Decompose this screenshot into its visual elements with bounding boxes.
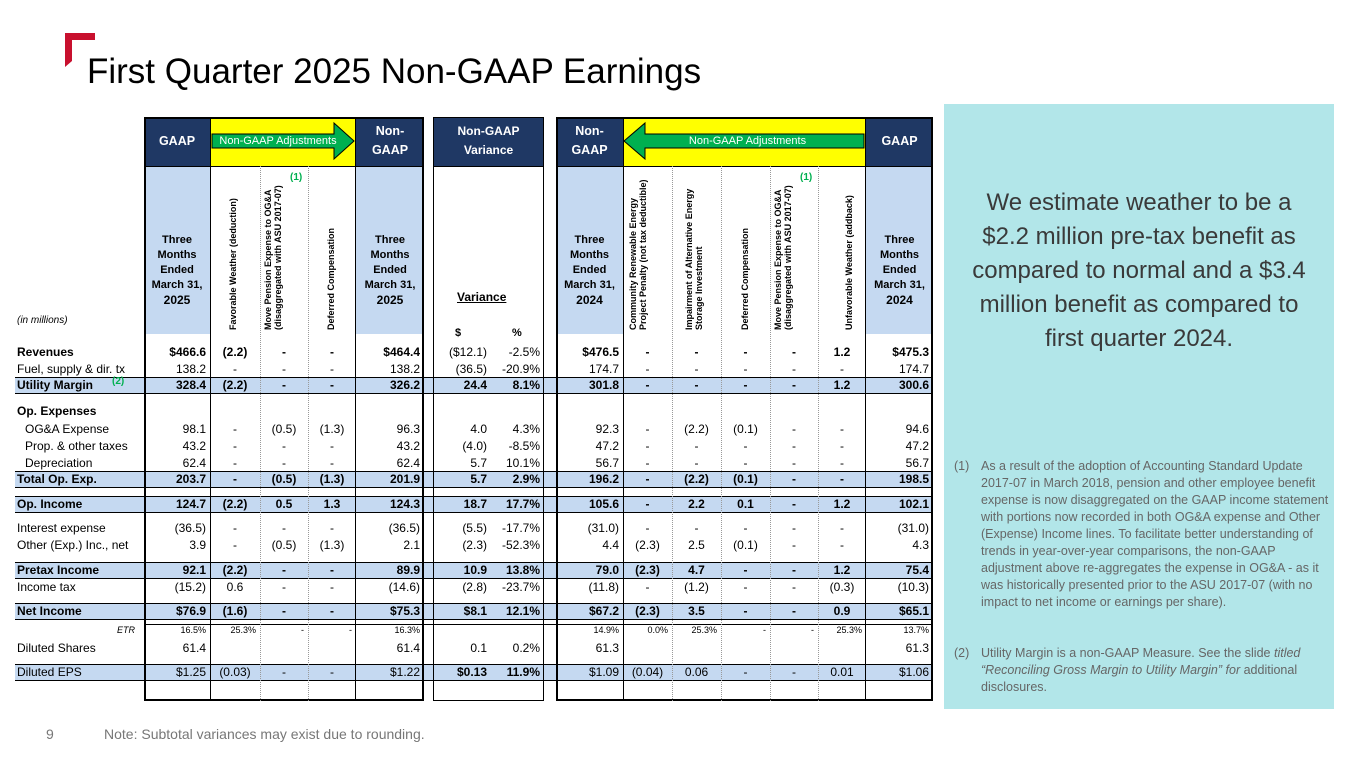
table-cell: - <box>645 521 650 535</box>
table-cell: - <box>645 472 650 486</box>
table-cell: (14.6) <box>388 580 420 594</box>
table-cell: - <box>840 521 844 535</box>
table-cell: - <box>811 625 814 635</box>
table-cell: 124.3 <box>389 497 420 511</box>
table-cell: 0.2% <box>512 641 540 655</box>
variance-header: Non-GAAP Variance <box>457 124 520 157</box>
table-cell: - <box>743 563 748 577</box>
table-cell: - <box>330 665 334 679</box>
table-cell: 8.1% <box>512 378 540 392</box>
table-cell: - <box>743 521 748 535</box>
table-cell <box>491 622 544 639</box>
table-cell: - <box>645 378 650 392</box>
table-cell: -52.3% <box>501 538 540 552</box>
table-cell: (2.2) <box>222 563 248 577</box>
row-label: Total Op. Exp. <box>17 472 97 486</box>
table-cell: 0.1 <box>737 497 754 511</box>
table-cell: - <box>840 422 844 436</box>
table-cell: (0.1) <box>733 538 758 552</box>
col-divider <box>818 166 819 701</box>
table-cell: (2.2) <box>222 497 248 511</box>
table-cell: 4.4 <box>602 538 619 552</box>
table-cell: - <box>330 521 334 535</box>
table-cell: 198.5 <box>898 472 929 486</box>
table-cell: 174.7 <box>898 362 929 376</box>
footnote-1-number: (1) <box>954 459 970 473</box>
table-cell: (2.2) <box>222 378 248 392</box>
col-divider <box>721 166 722 701</box>
table-cell <box>818 640 866 657</box>
table-cell: - <box>282 362 286 376</box>
table-cell: (2.3) <box>635 563 660 577</box>
table-cell: (2.8) <box>462 580 487 594</box>
table-cell: $65.1 <box>898 604 929 618</box>
table-cell: 1.3 <box>323 497 341 511</box>
table-cell: 201.9 <box>389 472 420 486</box>
weather-estimate-text: We estimate weather to be a $2.2 million pre-tax benefit as compared to normal and a $3.4 million benefit as compared to first quarter 2024. <box>972 189 1306 352</box>
table-cell: - <box>282 604 286 618</box>
table-cell: - <box>743 665 748 679</box>
row-label: Revenues <box>17 345 74 359</box>
table-cell: 138.2 <box>175 362 206 376</box>
table-cell: (36.5) <box>388 521 420 535</box>
table-cell: 25.3% <box>836 625 862 635</box>
table-cell: 56.7 <box>595 456 619 470</box>
table-cell: $75.3 <box>389 604 420 618</box>
table-cell: - <box>645 439 650 453</box>
table-cell: - <box>330 345 334 359</box>
table-cell: - <box>233 538 237 552</box>
table-cell: - <box>233 422 237 436</box>
row-label: Pretax Income <box>17 563 100 577</box>
table-cell <box>770 640 818 657</box>
table-cell: (1.3) <box>319 538 345 552</box>
table-cell: - <box>645 345 650 359</box>
table-cell: 0.6 <box>226 580 244 594</box>
gaap-2025-period: Three Months Ended March 31, 2025 <box>151 234 203 307</box>
table-cell: -20.9% <box>501 362 540 376</box>
table-cell: (2.3) <box>462 538 487 552</box>
table-cell: - <box>792 538 796 552</box>
table-cell: 4.0 <box>470 422 487 436</box>
table-cell: - <box>330 604 334 618</box>
table-cell <box>721 640 770 657</box>
row-label: Diluted Shares <box>17 641 96 655</box>
table-cell: - <box>840 362 844 376</box>
table-cell: - <box>330 378 334 392</box>
table-cell: - <box>233 456 237 470</box>
adjustments-2025-label: Non-GAAP Adjustments <box>219 135 337 147</box>
table-cell: 94.6 <box>905 422 929 436</box>
adj-2025-pension-header: Move Pension Expense to OG&A (disaggregated with ASU 2017-07) <box>263 185 283 330</box>
table-cell: $476.5 <box>582 345 619 359</box>
table-cell: - <box>282 665 286 679</box>
table-cell: 92.3 <box>595 422 619 436</box>
table-cell: - <box>330 563 334 577</box>
non-gaap-2025-header: Non-GAAP <box>371 124 409 157</box>
table-cell: - <box>840 456 844 470</box>
variance-percent-label: % <box>512 327 522 339</box>
table-cell: (15.2) <box>174 580 206 594</box>
table-cell: 102.1 <box>898 497 929 511</box>
table-cell: - <box>282 580 286 594</box>
table-cell: 326.2 <box>389 378 420 392</box>
table-cell: 98.1 <box>182 422 206 436</box>
row-label: Interest expense <box>17 521 106 535</box>
table-cell: (0.04) <box>631 665 664 679</box>
table-cell: - <box>694 439 699 453</box>
table-cell: 4.7 <box>688 563 705 577</box>
table-cell: 96.3 <box>396 422 420 436</box>
table-cell: 14.9% <box>593 625 619 635</box>
table-cell: 0.9 <box>833 604 851 618</box>
table-cell: (1.3) <box>319 422 345 436</box>
variance-label: Variance <box>457 290 507 304</box>
table-cell: 0.06 <box>684 665 709 679</box>
table-cell: 61.3 <box>595 641 619 655</box>
row-label: Net Income <box>17 604 82 618</box>
table-cell: - <box>330 456 334 470</box>
table-cell: 13.7% <box>903 625 929 635</box>
table-cell: - <box>792 422 796 436</box>
table-cell: -8.5% <box>508 439 540 453</box>
table-cell: 61.4 <box>182 641 206 655</box>
footnote-2-number: (2) <box>954 646 970 660</box>
commentary-panel <box>944 104 1334 709</box>
adj-2025-weather-header: Favorable Weather (deduction) <box>228 198 238 330</box>
table-cell: $466.6 <box>169 345 206 359</box>
table-cell: 47.2 <box>595 439 619 453</box>
table-cell: - <box>330 439 334 453</box>
row-label: Op. Income <box>17 497 83 511</box>
table-cell: (31.0) <box>587 521 619 535</box>
table-cell: 2.9% <box>512 472 540 486</box>
table-cell: - <box>233 439 237 453</box>
table-cell: - <box>792 497 796 511</box>
table-cell: 5.7 <box>470 456 487 470</box>
table-cell: (1.2) <box>684 580 709 594</box>
table-cell: - <box>743 580 748 594</box>
table-cell: 2.2 <box>688 497 705 511</box>
table-cell: (2.2) <box>684 472 709 486</box>
table-cell: 3.5 <box>688 604 705 618</box>
table-cell: 62.4 <box>182 456 206 470</box>
table-cell: - <box>763 625 766 635</box>
gaap-2025-header: GAAP <box>158 134 196 148</box>
table-cell: - <box>330 580 334 594</box>
page-number: 9 <box>46 726 54 742</box>
variance-dollar-label: $ <box>455 327 462 339</box>
row-label: Prop. & other taxes <box>25 439 128 453</box>
table-cell: 47.2 <box>905 439 929 453</box>
col-divider <box>770 166 771 701</box>
col-divider <box>308 166 309 701</box>
table-cell: -17.7% <box>501 521 540 535</box>
table-cell: 0.5 <box>275 497 293 511</box>
adj-2024-penalty-header: Community Renewable Energy Project Penalty (not tax deductible) <box>628 179 648 330</box>
adj-2024-weather-header: Unfavorable Weather (addback) <box>844 195 854 330</box>
table-cell <box>210 640 260 657</box>
table-cell: (1.6) <box>222 604 248 618</box>
table-cell: 16.5% <box>180 625 206 635</box>
table-cell: - <box>840 538 844 552</box>
table-cell: - <box>792 439 796 453</box>
table-cell: (2.2) <box>222 345 248 359</box>
table-cell: 79.0 <box>595 563 619 577</box>
table-cell: - <box>792 521 796 535</box>
page-title: First Quarter 2025 Non-GAAP Earnings <box>87 52 702 91</box>
table-cell: $475.3 <box>892 345 929 359</box>
non-gaap-earnings-table <box>15 117 935 701</box>
table-cell: 0.0% <box>647 625 668 635</box>
row-label: Depreciation <box>25 456 93 470</box>
table-cell <box>308 640 356 657</box>
header-divider-2024 <box>556 166 933 167</box>
header-divider-2025 <box>144 166 424 167</box>
table-cell: (36.5) <box>174 521 206 535</box>
non-gaap-2025-period: Three Months Ended March 31, 2025 <box>364 234 416 307</box>
table-cell: - <box>645 422 650 436</box>
gaap-2024-header: GAAP <box>881 134 918 148</box>
table-cell: 1.2 <box>833 378 851 392</box>
table-cell: - <box>282 456 286 470</box>
table-cell: 124.7 <box>175 497 206 511</box>
table-cell: - <box>645 456 650 470</box>
table-cell: (10.3) <box>897 580 929 594</box>
row-label: OG&A Expense <box>25 422 110 436</box>
table-cell: 62.4 <box>396 456 420 470</box>
table-cell: - <box>233 472 237 486</box>
table-cell: 5.7 <box>470 472 487 486</box>
table-cell: (1.3) <box>319 472 345 486</box>
table-cell: 43.2 <box>182 439 206 453</box>
table-cell: $1.09 <box>588 665 619 679</box>
table-cell <box>260 640 308 657</box>
table-cell: - <box>792 456 796 470</box>
table-cell: -23.7% <box>501 580 540 594</box>
table-cell: - <box>233 362 237 376</box>
table-cell: - <box>282 378 286 392</box>
table-cell: - <box>743 439 748 453</box>
table-cell: - <box>694 456 699 470</box>
table-cell: 24.4 <box>463 378 487 392</box>
table-cell: - <box>792 604 796 618</box>
col-divider <box>672 166 673 701</box>
footnote-1-text: As a result of the adoption of Accounting Standard Update 2017-07 in March 2018, pension and other employee benefit expense is now disaggregated on the GAAP income statement with portions now recorded in both OG&A expense and Other (Expense) Income lines. To facilitate better understanding of trends in year-over-year comparisons, the non-GAAP adjustment above re-aggregates the expense in OG&A - as it was historically presented prior to the ASU 2017-07 (with no impact to net income or earnings per share). <box>981 459 1329 609</box>
table-cell: (2.3) <box>635 538 660 552</box>
in-millions-label: (in millions) <box>17 315 68 326</box>
table-cell: - <box>645 362 650 376</box>
col-divider <box>260 166 261 701</box>
table-cell: 75.4 <box>905 563 929 577</box>
table-cell: - <box>743 456 748 470</box>
adj-2024-pension-header: Move Pension Expense to OG&A (disaggregated with ASU 2017-07) <box>773 185 793 330</box>
table-cell: 25.3% <box>230 625 256 635</box>
table-cell: - <box>282 521 286 535</box>
table-cell: 3.9 <box>189 538 206 552</box>
table-cell: 196.2 <box>588 472 619 486</box>
table-cell: $1.25 <box>175 665 206 679</box>
table-cell: - <box>301 625 304 635</box>
table-cell: 92.1 <box>182 563 206 577</box>
table-cell: - <box>743 378 748 392</box>
table-cell: 0.01 <box>830 665 854 679</box>
table-cell: 11.9% <box>506 665 540 679</box>
row-label: Fuel, supply & dir. tx <box>17 362 126 376</box>
table-cell: (36.5) <box>455 362 487 376</box>
table-cell: - <box>694 345 699 359</box>
table-cell: (31.0) <box>897 521 929 535</box>
table-cell: 1.2 <box>833 345 851 359</box>
table-cell: - <box>743 345 748 359</box>
footnote-marker-2024: (1) <box>800 172 813 183</box>
table-cell: $0.13 <box>456 665 487 679</box>
table-cell <box>623 640 672 657</box>
table-cell: 18.7 <box>463 497 487 511</box>
table-cell: $1.22 <box>389 665 420 679</box>
table-cell: $1.06 <box>898 665 929 679</box>
table-cell: - <box>792 345 796 359</box>
table-cell: (0.1) <box>733 472 758 486</box>
table-cell: 328.4 <box>175 378 206 392</box>
table-cell: $76.9 <box>175 604 206 618</box>
table-cell: - <box>330 362 334 376</box>
table-cell: - <box>233 521 237 535</box>
table-cell: (11.8) <box>588 580 619 594</box>
table-cell: - <box>792 665 796 679</box>
table-cell: (2.3) <box>635 604 660 618</box>
table-cell: - <box>282 345 286 359</box>
table-cell: $8.1 <box>463 604 487 618</box>
table-cell <box>672 640 721 657</box>
table-cell: 1.2 <box>833 563 851 577</box>
table-cell: - <box>743 604 748 618</box>
table-cell: 12.1% <box>505 604 540 618</box>
table-cell: (0.03) <box>219 665 251 679</box>
table-cell: 61.4 <box>396 641 420 655</box>
rounding-note: Note: Subtotal variances may exist due to rounding. <box>104 726 425 742</box>
table-cell: 13.8% <box>505 563 540 577</box>
gaap-2024-period: Three Months Ended March 31, 2024 <box>874 234 925 307</box>
table-cell: 61.3 <box>905 641 929 655</box>
table-cell: (5.5) <box>462 521 487 535</box>
row-label: Other (Exp.) Inc., net <box>17 538 129 552</box>
row-label: Op. Expenses <box>17 404 97 418</box>
adj-2024-deferred-comp-header: Deferred Compensation <box>740 227 750 330</box>
table-cell: 4.3% <box>512 422 540 436</box>
table-cell: - <box>792 362 796 376</box>
footnote-marker-2: (2) <box>112 376 125 387</box>
table-cell: 2.1 <box>403 538 420 552</box>
table-cell: 10.9 <box>463 563 487 577</box>
adj-2025-deferred-comp-header: Deferred Compensation <box>326 227 336 330</box>
table-cell: (2.2) <box>684 422 709 436</box>
footnote-2-text: Utility Margin is a non-GAAP Measure. See the slide titled “Reconciling Gross Margin to Utility Margin” for additional disclosures. <box>981 646 1301 694</box>
footnote-marker-2025: (1) <box>290 172 303 183</box>
utility-margin-marker <box>112 373 124 390</box>
table-cell: 89.9 <box>396 563 420 577</box>
table-cell: 10.1% <box>505 456 540 470</box>
non-gaap-2024-header: Non-GAAP <box>571 124 608 157</box>
non-gaap-2024-period: Three Months Ended March 31, 2024 <box>564 234 615 307</box>
table-cell: - <box>694 521 699 535</box>
table-cell: 0.1 <box>470 641 487 655</box>
row-label: Income tax <box>17 580 76 594</box>
table-cell: -2.5% <box>508 345 540 359</box>
row-label: ETR <box>117 625 135 635</box>
table-cell: (0.3) <box>829 580 855 594</box>
header-divider-var <box>433 166 544 167</box>
table-cell: - <box>743 362 748 376</box>
table-cell: - <box>645 497 650 511</box>
table-cell: 105.6 <box>588 497 619 511</box>
table-cell: (0.5) <box>271 422 297 436</box>
table-cell: 4.3 <box>912 538 929 552</box>
table-cell: - <box>694 378 699 392</box>
table-cell: - <box>792 472 796 486</box>
table-cell: (0.5) <box>271 538 297 552</box>
table-cell: 25.3% <box>691 625 717 635</box>
table-cell: 17.7% <box>505 497 540 511</box>
table-cell: 56.7 <box>905 456 929 470</box>
adjustments-2024-label: Non-GAAP Adjustments <box>688 135 807 147</box>
table-cell: ($12.1) <box>448 345 487 359</box>
table-cell: $464.4 <box>383 345 420 359</box>
table-cell: - <box>349 625 352 635</box>
table-cell: 43.2 <box>396 439 420 453</box>
table-cell: (0.1) <box>733 422 758 436</box>
table-cell: (4.0) <box>462 439 487 453</box>
table-cell: - <box>840 439 844 453</box>
table-cell: 2.5 <box>688 538 705 552</box>
table-cell: - <box>840 472 844 486</box>
table-cell: 300.6 <box>898 378 929 392</box>
table-cell: - <box>282 563 286 577</box>
table-cell: 301.8 <box>588 378 619 392</box>
row-label: Utility Margin <box>17 378 94 392</box>
table-cell: - <box>694 362 699 376</box>
table-cell <box>433 622 491 639</box>
table-cell: - <box>792 563 796 577</box>
table-cell: - <box>645 580 650 594</box>
table-cell: 203.7 <box>175 472 206 486</box>
table-cell: - <box>282 439 286 453</box>
row-label: Diluted EPS <box>17 665 82 679</box>
table-cell: 16.3% <box>394 625 420 635</box>
table-cell: 138.2 <box>389 362 420 376</box>
table-cell: (0.5) <box>271 472 297 486</box>
table-cell: 1.2 <box>833 497 851 511</box>
adj-2024-impairment-header: Impairment of Alternative Energy Storage Investment <box>684 188 704 330</box>
table-cell: 174.7 <box>588 362 619 376</box>
table-cell: - <box>792 378 796 392</box>
table-cell: - <box>792 580 796 594</box>
table-cell: $67.2 <box>588 604 619 618</box>
